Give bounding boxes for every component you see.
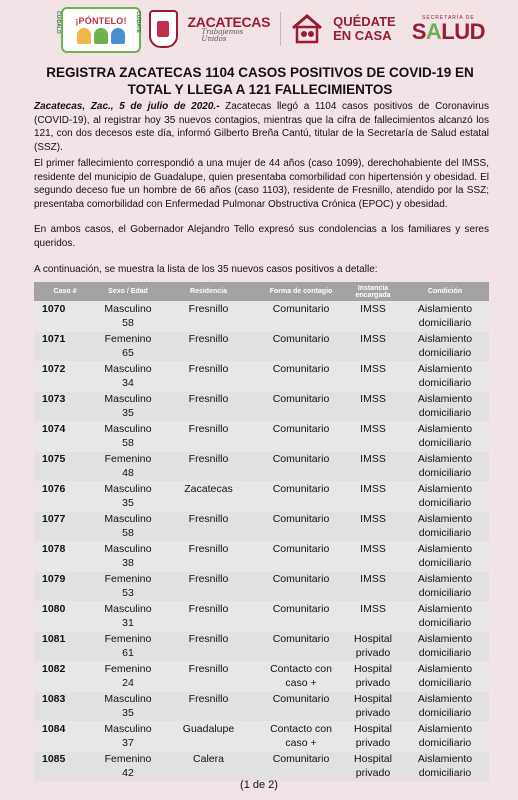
people-masks-icon [77, 28, 125, 44]
caso-cell [34, 662, 96, 692]
contagio-cell [257, 602, 345, 632]
instancia-cell [345, 542, 401, 572]
sexo-edad-edad-text: 42 [122, 766, 134, 779]
sexo-edad-cell [96, 722, 160, 752]
table-row [34, 302, 489, 332]
caso-cell [34, 722, 96, 752]
caso-caso-text: 1085 [42, 753, 66, 765]
contagio-contagio-text: Comunitario [272, 753, 330, 765]
residencia-residencia-text: Fresnillo [188, 423, 229, 435]
contagio-contagio-text: Comunitario [272, 303, 330, 315]
pontelo-side-left: CUÍDALO [55, 11, 61, 34]
caso-caso-text: 1074 [42, 423, 66, 435]
residencia-residencia-text: Fresnillo [188, 573, 229, 585]
contagio-contagio-text: Comunitario [272, 483, 330, 495]
condicion-cell [401, 392, 489, 422]
contagio-cell [257, 632, 345, 662]
instancia-cell [345, 512, 401, 542]
residencia-residencia-text: Fresnillo [188, 303, 229, 315]
caso-cell [34, 752, 96, 782]
caso-caso-text: 1081 [42, 633, 66, 645]
instancia-cell [345, 752, 401, 782]
caso-caso-text: 1082 [42, 663, 66, 675]
condicion-condicion-text: Aislamiento domiciliario [417, 573, 473, 599]
table-header-row [34, 282, 489, 302]
pontelo-side-right: CUÍDATE [134, 11, 141, 33]
quedate-line2: EN CASA [333, 28, 392, 43]
instancia-instancia-text: IMSS [360, 363, 386, 375]
caso-caso-text: 1077 [42, 513, 66, 525]
sexo-edad-cell [96, 692, 160, 722]
table-row [34, 542, 489, 572]
contagio-cell [257, 542, 345, 572]
caso-caso-text: 1080 [42, 603, 66, 615]
sexo-edad-sexo-text: Femenino [104, 573, 152, 585]
sexo-edad-edad-text: 34 [122, 376, 134, 389]
residencia-residencia-text: Zacatecas [184, 483, 233, 495]
zacatecas-logo [188, 15, 271, 43]
condicion-condicion-text: Aislamiento domiciliario [417, 513, 473, 539]
instancia-instancia-text: Hospital privado [354, 663, 392, 689]
condicion-condicion-text: Aislamiento domiciliario [417, 693, 473, 719]
caso-cell [34, 422, 96, 452]
contagio-cell [257, 722, 345, 752]
residencia-cell [160, 362, 257, 392]
sexo-edad-edad-text: 31 [122, 616, 134, 629]
house-icon [291, 14, 323, 44]
table-row [34, 752, 489, 782]
sexo-edad-edad-text: 35 [122, 496, 134, 509]
contagio-cell [257, 302, 345, 332]
residencia-cell [160, 332, 257, 362]
caso-caso-text: 1084 [42, 723, 66, 735]
condicion-condicion-text: Aislamiento domiciliario [417, 753, 473, 779]
condicion-cell [401, 302, 489, 332]
contagio-contagio-text: Comunitario [272, 333, 330, 345]
instancia-instancia-text: IMSS [360, 483, 386, 495]
sexo-edad-edad-text: 38 [122, 556, 134, 569]
residencia-cell [160, 572, 257, 602]
header-condicion: Condición [401, 282, 489, 302]
residencia-residencia-text: Guadalupe [182, 723, 235, 735]
instancia-cell [345, 482, 401, 512]
sexo-edad-edad-text: 61 [122, 646, 134, 659]
secretaria-salud-logo [412, 15, 485, 43]
sexo-edad-cell [96, 512, 160, 542]
sexo-edad-edad-text: 48 [122, 466, 134, 479]
condicion-cell [401, 482, 489, 512]
table-row [34, 512, 489, 542]
instancia-instancia-text: IMSS [360, 333, 386, 345]
condicion-cell [401, 722, 489, 752]
sexo-edad-sexo-text: Masculino [104, 483, 152, 495]
table-row [34, 392, 489, 422]
pontelo-text: ¡PÓNTELO! [75, 16, 127, 26]
residencia-residencia-text: Fresnillo [188, 633, 229, 645]
contagio-contagio-text: Comunitario [272, 633, 330, 645]
sexo-edad-cell [96, 332, 160, 362]
condicion-condicion-text: Aislamiento domiciliario [417, 393, 473, 419]
instancia-cell [345, 572, 401, 602]
instancia-cell [345, 362, 401, 392]
caso-cell [34, 332, 96, 362]
sexo-edad-edad-text: 58 [122, 526, 134, 539]
condicion-condicion-text: Aislamiento domiciliario [417, 333, 473, 359]
residencia-cell [160, 602, 257, 632]
salud-wordmark: SALUD [411, 19, 485, 44]
intro-paragraph [34, 100, 489, 154]
contagio-cell [257, 362, 345, 392]
instancia-instancia-text: Hospital privado [354, 753, 392, 779]
sexo-edad-edad-text: 58 [122, 316, 134, 329]
caso-cell [34, 452, 96, 482]
residencia-residencia-text: Fresnillo [188, 513, 229, 525]
sexo-edad-edad-text: 37 [122, 736, 134, 749]
instancia-cell [345, 692, 401, 722]
instancia-cell [345, 422, 401, 452]
sexo-edad-edad-text: 24 [122, 676, 134, 689]
sexo-edad-sexo-text: Masculino [104, 693, 152, 705]
condicion-condicion-text: Aislamiento domiciliario [417, 363, 473, 389]
header-sexo-edad: Sexo / Edad [96, 282, 160, 302]
caso-caso-text: 1078 [42, 543, 66, 555]
residencia-cell [160, 542, 257, 572]
sexo-edad-edad-text: 35 [122, 706, 134, 719]
condicion-condicion-text: Aislamiento domiciliario [417, 633, 473, 659]
sexo-edad-cell [96, 452, 160, 482]
sexo-edad-cell [96, 302, 160, 332]
caso-cell [34, 512, 96, 542]
sexo-edad-sexo-text: Masculino [104, 543, 152, 555]
condicion-cell [401, 752, 489, 782]
instancia-cell [345, 722, 401, 752]
contagio-cell [257, 332, 345, 362]
sexo-edad-cell [96, 602, 160, 632]
sexo-edad-cell [96, 482, 160, 512]
table-row [34, 722, 489, 752]
sexo-edad-edad-text: 65 [122, 346, 134, 359]
contagio-cell [257, 572, 345, 602]
caso-cell [34, 692, 96, 722]
page-indicator: (1 de 2) [240, 779, 278, 791]
pontelo-logo [55, 7, 139, 51]
caso-caso-text: 1073 [42, 393, 66, 405]
residencia-cell [160, 422, 257, 452]
contagio-contagio-text: Contacto con caso + [270, 663, 332, 689]
condicion-cell [401, 542, 489, 572]
contagio-contagio-text: Comunitario [272, 603, 330, 615]
instancia-instancia-text: IMSS [360, 573, 386, 585]
caso-cell [34, 572, 96, 602]
condicion-cell [401, 362, 489, 392]
condicion-cell [401, 452, 489, 482]
residencia-cell [160, 482, 257, 512]
instancia-cell [345, 602, 401, 632]
caso-caso-text: 1075 [42, 453, 66, 465]
contagio-contagio-text: Contacto con caso + [270, 723, 332, 749]
instancia-instancia-text: IMSS [360, 303, 386, 315]
quedate-en-casa-logo [333, 15, 396, 42]
table-row [34, 632, 489, 662]
condicion-cell [401, 512, 489, 542]
caso-cell [34, 392, 96, 422]
deaths-paragraph: El primer fallecimiento correspondió a una mujer de 44 años (caso 1099), derechohabiente del IMSS, residente del municipio de Guadalupe, quien presentaba comorbilidad con hipertensión y obesidad. El segundo deceso fue un hombre de 66 años (caso 1103), residente de Fresnillo, atendido por la SSZ; presentaba comorbilidad con Enfermedad Pulmonar Obstructiva Crónica (EPOC) y obesidad. [34, 158, 489, 210]
sexo-edad-cell [96, 422, 160, 452]
instancia-instancia-text: IMSS [360, 453, 386, 465]
sexo-edad-cell [96, 662, 160, 692]
residencia-cell [160, 722, 257, 752]
header-instancia: Instancia encargada [345, 282, 401, 302]
caso-caso-text: 1083 [42, 693, 66, 705]
sexo-edad-sexo-text: Femenino [104, 663, 152, 675]
contagio-cell [257, 452, 345, 482]
residencia-residencia-text: Fresnillo [188, 543, 229, 555]
sexo-edad-sexo-text: Femenino [104, 333, 152, 345]
zacatecas-slogan: Trabajemos Unidos [201, 28, 244, 43]
header-residencia: Residencia [160, 282, 257, 302]
logo-divider [280, 12, 281, 46]
sexo-edad-cell [96, 542, 160, 572]
sexo-edad-edad-text: 35 [122, 406, 134, 419]
contagio-contagio-text: Comunitario [272, 423, 330, 435]
sexo-edad-cell [96, 752, 160, 782]
sexo-edad-sexo-text: Masculino [104, 303, 152, 315]
residencia-residencia-text: Fresnillo [188, 393, 229, 405]
sexo-edad-cell [96, 632, 160, 662]
condicion-cell [401, 662, 489, 692]
caso-caso-text: 1071 [42, 333, 66, 345]
table-row [34, 452, 489, 482]
table-row [34, 332, 489, 362]
condicion-condicion-text: Aislamiento domiciliario [417, 303, 473, 329]
sexo-edad-sexo-text: Masculino [104, 513, 152, 525]
residencia-cell [160, 662, 257, 692]
zacatecas-name: ZACATECAS [187, 14, 271, 30]
table-row [34, 422, 489, 452]
residencia-residencia-text: Fresnillo [188, 363, 229, 375]
condicion-condicion-text: Aislamiento domiciliario [417, 663, 473, 689]
condicion-cell [401, 422, 489, 452]
condicion-condicion-text: Aislamiento domiciliario [417, 723, 473, 749]
contagio-cell [257, 422, 345, 452]
sexo-edad-sexo-text: Femenino [104, 633, 152, 645]
sexo-edad-edad-text: 58 [122, 436, 134, 449]
sexo-edad-sexo-text: Femenino [104, 453, 152, 465]
condicion-cell [401, 692, 489, 722]
dateline: Zacatecas, Zac., 5 de julio de 2020.- [34, 101, 220, 112]
condicion-condicion-text: Aislamiento domiciliario [417, 483, 473, 509]
caso-cell [34, 482, 96, 512]
instancia-cell [345, 632, 401, 662]
contagio-contagio-text: Comunitario [272, 453, 330, 465]
caso-caso-text: 1072 [42, 363, 66, 375]
instancia-cell [345, 392, 401, 422]
condicion-cell [401, 572, 489, 602]
sexo-edad-sexo-text: Masculino [104, 363, 152, 375]
quedate-line1: QUÉDATE [333, 14, 396, 30]
instancia-instancia-text: IMSS [360, 423, 386, 435]
residencia-residencia-text: Fresnillo [188, 333, 229, 345]
condicion-condicion-text: Aislamiento domiciliario [417, 543, 473, 569]
instancia-cell [345, 662, 401, 692]
condicion-cell [401, 632, 489, 662]
cases-table [34, 282, 489, 781]
residencia-residencia-text: Fresnillo [188, 693, 229, 705]
residencia-residencia-text: Calera [193, 753, 224, 765]
instancia-cell [345, 452, 401, 482]
contagio-cell [257, 752, 345, 782]
contagio-cell [257, 392, 345, 422]
instancia-instancia-text: Hospital privado [354, 633, 392, 659]
press-release-title: REGISTRA ZACATECAS 1104 CASOS POSITIVOS DE COVID-19 EN TOTAL Y LLEGA A 121 FALLECIMIENTOS [46, 65, 474, 97]
contagio-contagio-text: Comunitario [272, 393, 330, 405]
instancia-instancia-text: Hospital privado [354, 693, 392, 719]
residencia-cell [160, 452, 257, 482]
logo-bar [55, 6, 485, 52]
residencia-cell [160, 392, 257, 422]
sexo-edad-sexo-text: Masculino [104, 723, 152, 735]
residencia-residencia-text: Fresnillo [188, 453, 229, 465]
instancia-instancia-text: IMSS [360, 513, 386, 525]
table-row [34, 662, 489, 692]
table-row [34, 692, 489, 722]
salud-top-text: SECRETARÍA DE [422, 15, 475, 21]
residencia-cell [160, 692, 257, 722]
zacatecas-seal-icon [149, 10, 178, 48]
contagio-cell [257, 512, 345, 542]
contagio-contagio-text: Comunitario [272, 693, 330, 705]
residencia-residencia-text: Fresnillo [188, 663, 229, 675]
condicion-cell [401, 602, 489, 632]
residencia-residencia-text: Fresnillo [188, 603, 229, 615]
condicion-condicion-text: Aislamiento domiciliario [417, 423, 473, 449]
header-forma-contagio: Forma de contagio [257, 282, 345, 302]
contagio-contagio-text: Comunitario [272, 573, 330, 585]
contagio-contagio-text: Comunitario [272, 363, 330, 375]
instancia-instancia-text: IMSS [360, 543, 386, 555]
instancia-instancia-text: IMSS [360, 603, 386, 615]
contagio-cell [257, 482, 345, 512]
caso-cell [34, 302, 96, 332]
residencia-cell [160, 752, 257, 782]
contagio-cell [257, 692, 345, 722]
instancia-cell [345, 302, 401, 332]
residencia-cell [160, 632, 257, 662]
caso-caso-text: 1079 [42, 573, 66, 585]
caso-cell [34, 602, 96, 632]
caso-cell [34, 632, 96, 662]
contagio-contagio-text: Comunitario [272, 513, 330, 525]
instancia-instancia-text: IMSS [360, 393, 386, 405]
table-row [34, 482, 489, 512]
sexo-edad-cell [96, 572, 160, 602]
sexo-edad-sexo-text: Masculino [104, 393, 152, 405]
condicion-cell [401, 332, 489, 362]
instancia-instancia-text: Hospital privado [354, 723, 392, 749]
table-row [34, 362, 489, 392]
sexo-edad-sexo-text: Masculino [104, 603, 152, 615]
caso-caso-text: 1070 [42, 303, 66, 315]
sexo-edad-edad-text: 53 [122, 586, 134, 599]
contagio-cell [257, 662, 345, 692]
residencia-cell [160, 512, 257, 542]
table-row [34, 572, 489, 602]
caso-caso-text: 1076 [42, 483, 66, 495]
sexo-edad-cell [96, 362, 160, 392]
caso-cell [34, 362, 96, 392]
sexo-edad-sexo-text: Masculino [104, 423, 152, 435]
list-intro-paragraph: A continuación, se muestra la lista de los 35 nuevos casos positivos a detalle: [34, 264, 378, 275]
table-row [34, 602, 489, 632]
condicion-condicion-text: Aislamiento domiciliario [417, 453, 473, 479]
contagio-contagio-text: Comunitario [272, 543, 330, 555]
condolences-paragraph: En ambos casos, el Gobernador Alejandro Tello expresó sus condolencias a los familiares y seres queridos. [34, 224, 489, 249]
intro-text: Zacatecas llegó a 1104 casos positivos de Coronavirus (COVID-19), al registrar hoy 35 nuevos contagios, mientras que la cifra de fallecimientos alcanzó los 121, con dos decesos este día, informó Gilberto Breña Cantú, titular de la Secretaría de Salud estatal (SSZ). [34, 101, 489, 153]
header-caso: Caso # [34, 282, 96, 302]
caso-cell [34, 542, 96, 572]
sexo-edad-sexo-text: Femenino [104, 753, 152, 765]
condicion-condicion-text: Aislamiento domiciliario [417, 603, 473, 629]
sexo-edad-cell [96, 392, 160, 422]
instancia-cell [345, 332, 401, 362]
residencia-cell [160, 302, 257, 332]
